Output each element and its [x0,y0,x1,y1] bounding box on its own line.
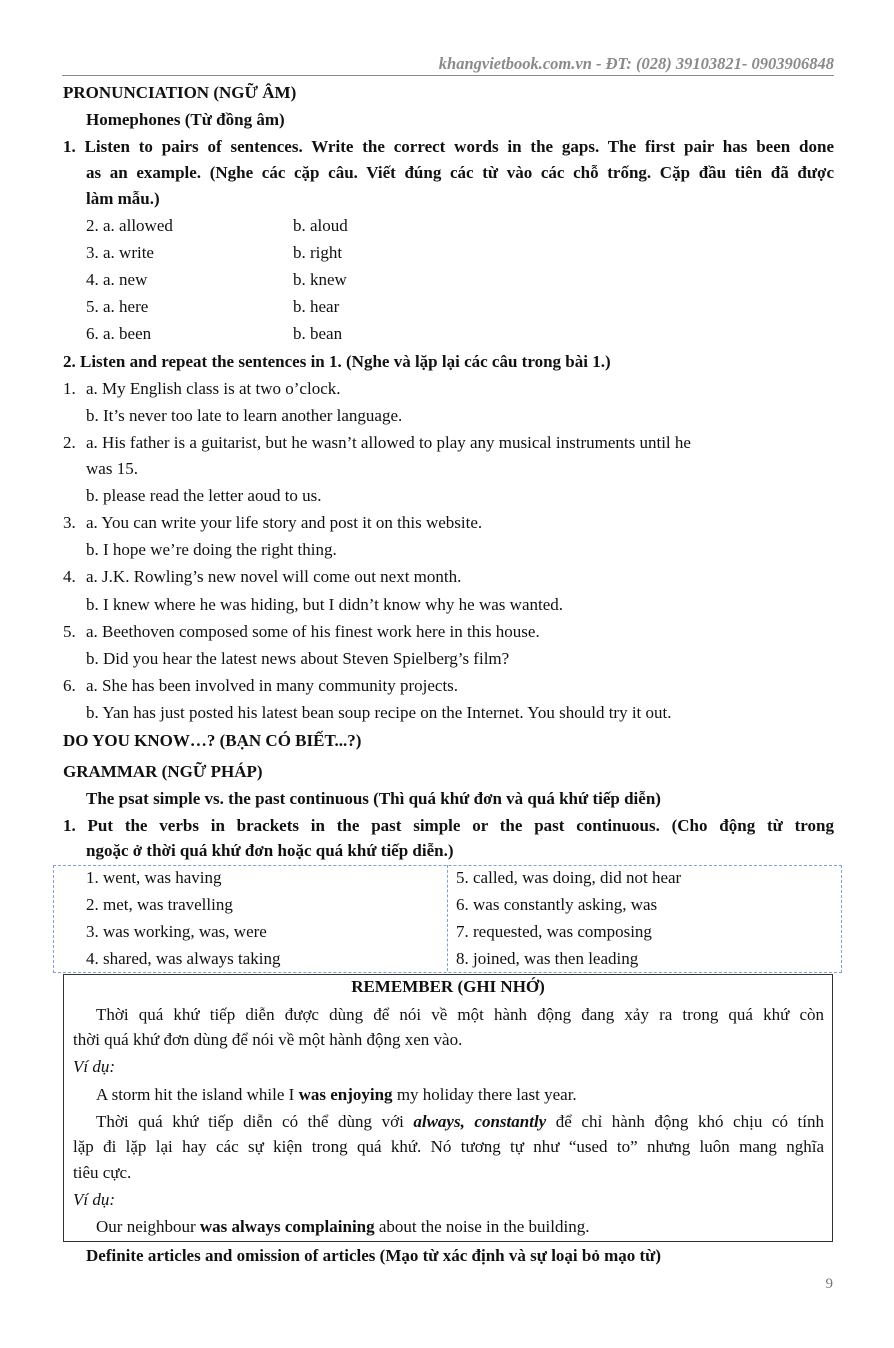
item-number: 3. [63,513,76,532]
remember-p2-line3: tiêu cực. [73,1163,132,1182]
item-number: 1. [63,379,76,398]
grammar-ex1-instruction-line1: 1. Put the verbs in brackets in the past simple or the past continuous. (Cho động từ trong [63,816,834,835]
answer-item: 6. was constantly asking, was [456,895,658,914]
pair-a: 4. a. new [86,270,148,289]
answer-item: 4. shared, was always taking [86,949,281,968]
subtitle-articles: Definite articles and omission of articles (Mạo từ xác định và sự loại bỏ mạo từ) [86,1246,662,1265]
sentence-b: b. It’s never too late to learn another language. [86,406,403,425]
sentence-a: a. She has been involved in many community projects. [86,676,459,695]
example-text: about the noise in the building. [374,1217,590,1236]
remember-text: để chỉ hành động khó chịu có tính [546,1112,824,1131]
sentence-a: a. Beethoven composed some of his finest work here in this house. [86,622,540,641]
pair-a: 3. a. write [86,243,154,262]
sentence-a: a. My English class is at two o’clock. [86,379,341,398]
example-sentence-2 [96,1214,589,1240]
section-title-pronunciation: PRONUNCIATION (NGỮ ÂM) [63,83,297,102]
ex1-instruction-line1: 1. Listen to pairs of sentences. Write the correct words in the gaps. The first pair has been done [63,137,834,156]
example-label: Ví dụ: [73,1057,116,1076]
example-sentence-1 [96,1082,577,1108]
answer-item: 3. was working, was, were [86,922,267,941]
header-rule [62,75,834,76]
answer-item: 2. met, was travelling [86,895,233,914]
grammar-ex1-instruction-line2: ngoặc ở thời quá khứ đơn hoặc quá khứ tiếp diễn.) [86,841,454,860]
item-number: 6. [63,676,76,695]
sentence-b: b. please read the letter aoud to us. [86,486,322,505]
remember-title: REMEMBER (GHI NHỚ) [351,977,545,996]
page-header-site: khangvietbook.com.vn - ĐT: (028) 39103821- 0903906848 [438,54,834,73]
item-number: 4. [63,567,76,586]
answer-item: 8. joined, was then leading [456,949,639,968]
subtitle-past-tenses: The psat simple vs. the past continuous (Thì quá khứ đơn và quá khứ tiếp diễn) [86,789,661,808]
remember-p1-line1: Thời quá khứ tiếp diễn được dùng để nói về một hành động đang xảy ra trong quá khứ còn [96,1005,824,1024]
section-title-grammar: GRAMMAR (NGỮ PHÁP) [63,762,263,781]
answer-table-divider [447,865,448,971]
pair-a: 6. a. been [86,324,152,343]
remember-keywords: always, constantly [413,1112,547,1131]
sentence-b: b. Did you hear the latest news about Steven Spielberg’s film? [86,649,510,668]
sentence-a-cont: was 15. [86,459,138,478]
remember-p2-line1 [96,1109,824,1135]
pair-a: 5. a. here [86,297,149,316]
item-number: 2. [63,433,76,452]
sentence-a: a. His father is a guitarist, but he wasn’t allowed to play any musical instruments until he [86,433,691,452]
pair-b: b. aloud [293,216,348,235]
subtitle-homephones: Homephones (Từ đồng âm) [86,110,285,129]
section-title-do-you-know: DO YOU KNOW…? (BẠN CÓ BIẾT...?) [63,731,362,750]
example-highlight: was always complaining [199,1217,375,1236]
ex1-instruction-line2: as an example. (Nghe các cặp câu. Viết đúng các từ vào các chỗ trống. Cặp đầu tiên đã được [86,163,834,182]
pair-b: b. bean [293,324,343,343]
sentence-a: a. J.K. Rowling’s new novel will come out next month. [86,567,462,586]
pair-b: b. knew [293,270,347,289]
sentence-b: b. Yan has just posted his latest bean soup recipe on the Internet. You should try it out. [86,703,672,722]
sentence-b: b. I knew where he was hiding, but I didn’t know why he was wanted. [86,595,564,614]
example-highlight: was enjoying [298,1085,393,1104]
sentence-b: b. I hope we’re doing the right thing. [86,540,337,559]
remember-p2-line2: lặp đi lặp lại hay các sự kiện trong quá khứ. Nó tương tự như “used to” nhưng luôn mang nghĩa [73,1137,824,1156]
example-text: Our neighbour [96,1217,200,1236]
remember-text: Thời quá khứ tiếp diễn có thể dùng với [96,1112,414,1131]
pair-b: b. right [293,243,343,262]
example-label: Ví dụ: [73,1190,116,1209]
ex1-instruction-line3: làm mẫu.) [86,189,160,208]
answer-item: 1. went, was having [86,868,222,887]
example-text: my holiday there last year. [392,1085,577,1104]
pair-a: 2. a. allowed [86,216,173,235]
pair-b: b. hear [293,297,340,316]
example-text: A storm hit the island while I [96,1085,299,1104]
ex2-instruction: 2. Listen and repeat the sentences in 1. (Nghe và lặp lại các câu trong bài 1.) [63,352,611,371]
item-number: 5. [63,622,76,641]
answer-item: 7. requested, was composing [456,922,652,941]
answer-item: 5. called, was doing, did not hear [456,868,682,887]
sentence-a: a. You can write your life story and post it on this website. [86,513,483,532]
page-number: 9 [825,1276,833,1292]
remember-p1-line2: thời quá khứ đơn dùng để nói về một hành động xen vào. [73,1030,463,1049]
